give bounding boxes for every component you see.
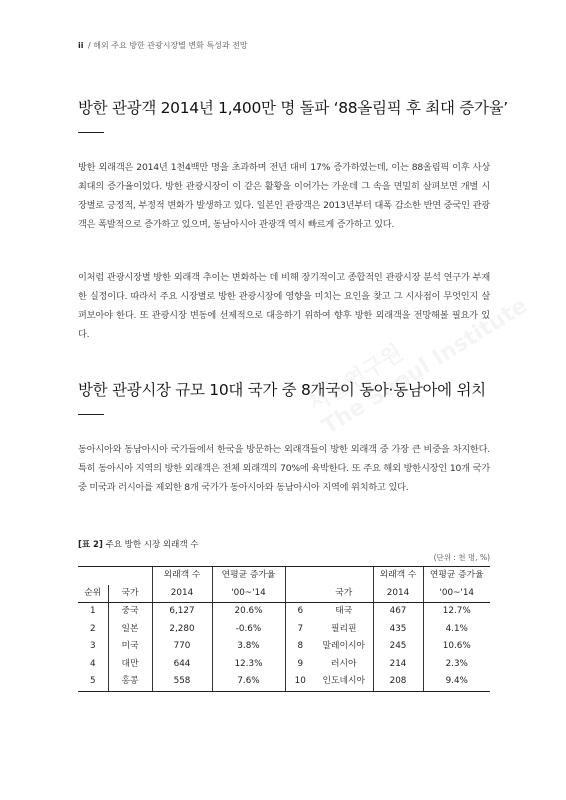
table-header-row-1 <box>78 567 490 585</box>
header-country-right: 국가 <box>315 585 373 603</box>
visitors-cell: 6,127 <box>152 603 212 621</box>
growth-cell: 10.6% <box>423 638 490 656</box>
country-cell: 홍콩 <box>108 673 152 691</box>
header-growth-right: 연평균 증가율 <box>423 567 490 585</box>
visitor-table <box>78 566 490 692</box>
table-unit: (단위 : 천 명, %) <box>433 553 490 562</box>
header-country-left: 국가 <box>108 585 152 603</box>
rank-cell: 9 <box>285 656 315 674</box>
section-1-paragraph-2: 이처럼 관광시장별 방한 외래객 추이는 변화하는 데 비해 장기적이고 종합적인 관광시장 분석 연구가 부재한 실정이다. 따라서 주요 시장별로 방한 관광시장에 영향을 미치는 요인을 찾고 그 시사점이 무엇인지 살펴보아야 한다. 또 관광시장 변동에 선제적으로 대응하기 위하여 향후 방한 외래객을 전망해볼 필요가 있다. <box>78 272 490 340</box>
header-growth-left: 연평균 증가율 <box>212 567 285 585</box>
growth-cell: 4.1% <box>423 621 490 639</box>
section-1-title: 방한 관광객 2014년 1,400만 명 돌파 ‘88올림픽 후 최대 증가율’ <box>78 99 508 117</box>
growth-cell: 20.6% <box>212 603 285 621</box>
section-2-rule <box>78 414 104 415</box>
table-caption-label: [표 2] <box>78 540 103 550</box>
table-row <box>78 638 490 656</box>
country-cell: 일본 <box>108 621 152 639</box>
rank-cell: 7 <box>285 621 315 639</box>
visitors-cell: 208 <box>373 673 423 691</box>
table-row <box>78 621 490 639</box>
visitors-cell: 2,280 <box>152 621 212 639</box>
visitors-cell: 558 <box>152 673 212 691</box>
country-cell: 대만 <box>108 656 152 674</box>
rank-cell: 10 <box>285 673 315 691</box>
rank-cell: 8 <box>285 638 315 656</box>
section-2-title: 방한 관광시장 규모 10대 국가 중 8개국이 동아·동남아에 위치 <box>78 381 486 399</box>
page-number: ii <box>78 41 84 50</box>
rank-cell: 5 <box>78 673 108 691</box>
country-cell: 중국 <box>108 603 152 621</box>
visitors-cell: 644 <box>152 656 212 674</box>
visitors-cell: 214 <box>373 656 423 674</box>
header-visitors-right: 외래객 수 <box>373 567 423 585</box>
table-row <box>78 673 490 691</box>
section-2-paragraph-1: 동아시아와 동남아시아 국가들에서 한국을 방문하는 외래객들이 방한 외래객 중 가장 큰 비중을 차지한다. 특히 동아시아 지역의 방한 외래객은 전체 외래객의 70%에 육박한다. 또 주요 해외 방한시장인 10개 국가 중 미국과 러시아를 제외한 8개 국가가 동아시아와 동남아시아 지역에 위치하고 있다. <box>78 444 490 493</box>
rank-cell: 4 <box>89 658 96 669</box>
running-header <box>78 40 248 51</box>
visitors-cell: 245 <box>373 638 423 656</box>
table-caption-text: 주요 방한 시장 외래객 수 <box>105 540 199 550</box>
section-1-rule <box>78 132 104 133</box>
header-year-left: 2014 <box>152 585 212 603</box>
growth-cell: 7.6% <box>212 673 285 691</box>
table-row <box>78 656 490 674</box>
country-cell: 미국 <box>108 638 152 656</box>
running-title: / 해외 주요 방한 관광시장별 변화 특성과 전망 <box>88 41 248 50</box>
growth-cell: 9.4% <box>423 673 490 691</box>
country-cell: 말레이시아 <box>322 641 365 651</box>
visitors-cell: 770 <box>152 638 212 656</box>
header-visitors-left: 외래객 수 <box>152 567 212 585</box>
visitors-cell: 435 <box>373 621 423 639</box>
country-cell: 필리핀 <box>331 623 357 634</box>
growth-cell: 2.3% <box>423 656 490 674</box>
country-cell: 러시아 <box>331 658 357 669</box>
country-cell: 태국 <box>335 606 353 616</box>
country-cell: 인도네시아 <box>315 673 373 691</box>
table-row <box>78 603 490 621</box>
header-period-left: '00~'14 <box>212 585 285 603</box>
section-1-paragraph-1: 방한 외래객은 2014년 1천4백만 명을 초과하며 전년 대비 17% 증가하였는데, 이는 88올림픽 이후 사상 최대의 증가율이었다. 방한 관광시장이 이 같은 활황을 이어가는 가운데 그 속을 면밀히 살펴보면 개별 시장별로 긍정적, 부정적 변화가 발생하고 있다. 일본인 관광객은 2013년부터 대폭 감소한 반면 중국인 관광객은 폭발적으로 증가하고 있으며, 동남아시아 관광객 역시 빠르게 증가하고 있다. <box>78 162 490 230</box>
growth-cell: 3.8% <box>212 638 285 656</box>
table-caption <box>78 538 198 550</box>
rank-cell: 6 <box>285 603 315 621</box>
growth-cell: 12.3% <box>212 656 285 674</box>
rank-cell: 2 <box>89 623 96 634</box>
header-year-right: 2014 <box>373 585 423 603</box>
growth-cell: -0.6% <box>212 621 285 639</box>
table-header-row-2 <box>78 585 490 603</box>
header-period-right: '00~'14 <box>423 585 490 603</box>
visitors-cell: 467 <box>373 603 423 621</box>
growth-cell: 12.7% <box>423 603 490 621</box>
rank-cell: 1 <box>89 606 96 616</box>
header-rank: 순위 <box>78 585 108 603</box>
rank-cell: 3 <box>89 641 96 651</box>
